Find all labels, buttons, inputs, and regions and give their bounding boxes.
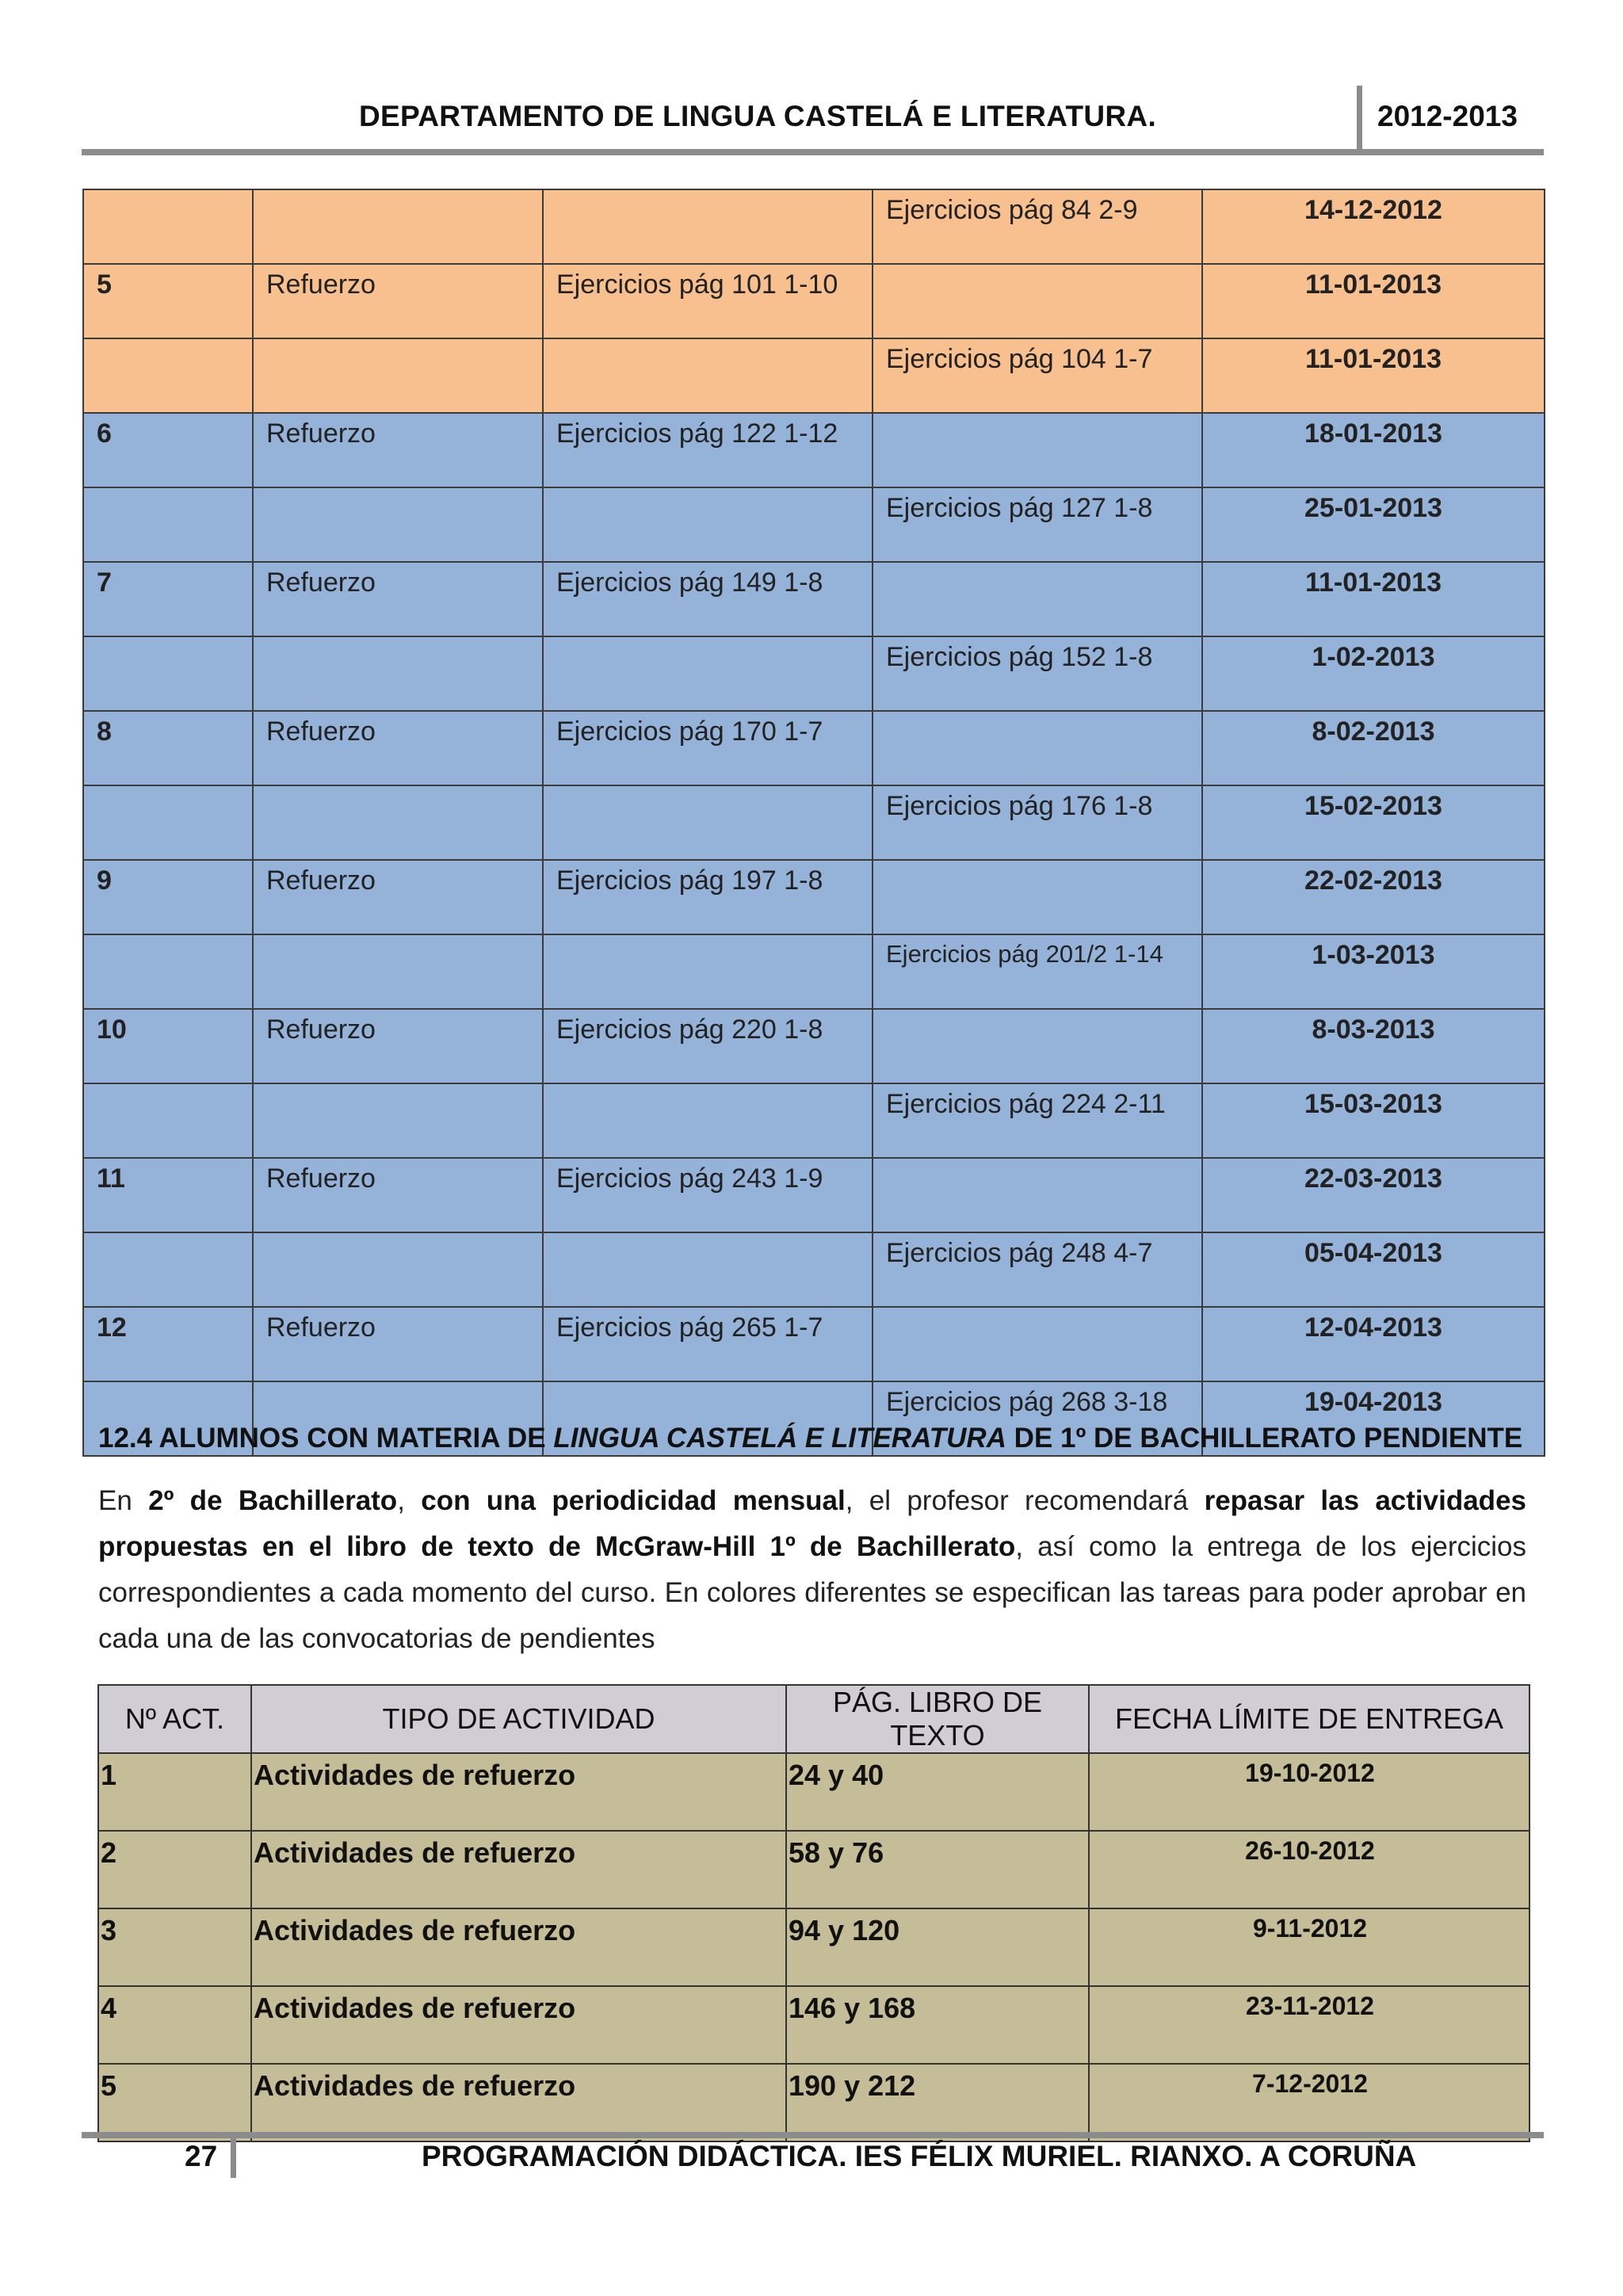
table-header-row [98, 1685, 1529, 1753]
cell-num: 3 [98, 1908, 251, 1986]
table-row [83, 785, 1545, 860]
cell-tipo: Actividades de refuerzo [251, 2064, 786, 2141]
cell-num: 8 [83, 711, 253, 785]
section-paragraph [98, 1478, 1526, 1662]
table-row [98, 2064, 1529, 2141]
paragraph-emphasis: 2º de Bachillerato [148, 1485, 398, 1516]
table-row [83, 1232, 1545, 1307]
cell-exercise-2: Ejercicios pág 152 1-8 [873, 636, 1202, 711]
table-row [83, 264, 1545, 338]
section-title-part: DE 1º DE BACHILLERATO PENDIENTE [1006, 1423, 1523, 1454]
cell-date: 05-04-2013 [1202, 1232, 1545, 1307]
cell-num: 1 [98, 1753, 251, 1831]
cell-date: 7-12-2012 [1089, 2064, 1529, 2141]
cell-num [83, 487, 253, 562]
cell-pages: 24 y 40 [786, 1753, 1089, 1831]
footer-text: PROGRAMACIÓN DIDÁCTICA. IES FÉLIX MURIEL. RIANXO. A CORUÑA [422, 2140, 1417, 2172]
cell-exercise-1: Ejercicios pág 265 1-7 [543, 1307, 873, 1381]
cell-exercise-1: Ejercicios pág 243 1-9 [543, 1158, 873, 1232]
cell-exercise-1 [543, 338, 873, 413]
cell-pages: 94 y 120 [786, 1908, 1089, 1986]
cell-exercise-2 [873, 860, 1202, 934]
cell-date: 22-03-2013 [1202, 1158, 1545, 1232]
cell-date: 25-01-2013 [1202, 487, 1545, 562]
table-row [83, 1083, 1545, 1158]
page-header [82, 86, 1544, 155]
cell-tipo: Actividades de refuerzo [251, 1908, 786, 1986]
cell-date: 26-10-2012 [1089, 1831, 1529, 1908]
cell-exercise-2 [873, 264, 1202, 338]
paragraph-text: , [397, 1485, 422, 1516]
department-title: DEPARTAMENTO DE LINGUA CASTELÁ E LITERATURA. [359, 100, 1157, 132]
cell-exercise-2 [873, 1307, 1202, 1381]
table-row [98, 1753, 1529, 1831]
cell-exercise-1: Ejercicios pág 122 1-12 [543, 413, 873, 487]
table-row [83, 562, 1545, 636]
table-row [98, 1831, 1529, 1908]
cell-tipo: Refuerzo [253, 562, 543, 636]
cell-date: 23-11-2012 [1089, 1986, 1529, 2064]
cell-date: 22-02-2013 [1202, 860, 1545, 934]
paragraph-text: , el profesor recomendará [845, 1485, 1205, 1516]
cell-exercise-2 [873, 1009, 1202, 1083]
cell-tipo [253, 1232, 543, 1307]
cell-date: 8-02-2013 [1202, 711, 1545, 785]
homework-schedule-body [83, 189, 1545, 1456]
cell-exercise-2: Ejercicios pág 248 4-7 [873, 1232, 1202, 1307]
table-row [98, 1986, 1529, 2064]
cell-num: 6 [83, 413, 253, 487]
cell-date: 1-03-2013 [1202, 934, 1545, 1009]
cell-exercise-2 [873, 711, 1202, 785]
table-row [83, 189, 1545, 264]
cell-tipo [253, 1083, 543, 1158]
paragraph-emphasis: repasar las actividades propuestas en el libro de texto de McGraw-Hill 1º de Bachillerato [98, 1485, 1526, 1562]
cell-tipo: Refuerzo [253, 264, 543, 338]
cell-exercise-2 [873, 1158, 1202, 1232]
cell-tipo: Actividades de refuerzo [251, 1986, 786, 2064]
cell-date: 19-04-2013 [1202, 1381, 1545, 1456]
page-number: 27 [185, 2140, 218, 2172]
cell-date: 15-02-2013 [1202, 785, 1545, 860]
paragraph-text: En [98, 1485, 149, 1516]
cell-num [83, 785, 253, 860]
table-row [83, 934, 1545, 1009]
header-separator [1357, 86, 1362, 149]
header-pag: PÁG. LIBRO DE TEXTO [786, 1685, 1089, 1753]
table-row [83, 487, 1545, 562]
cell-date: 18-01-2013 [1202, 413, 1545, 487]
header-fecha: FECHA LÍMITE DE ENTREGA [1089, 1685, 1529, 1753]
cell-num: 9 [83, 860, 253, 934]
section-title [98, 1423, 1522, 1454]
cell-pages: 146 y 168 [786, 1986, 1089, 2064]
cell-num [83, 1083, 253, 1158]
paragraph-emphasis: con una periodicidad mensual [421, 1485, 846, 1516]
cell-num: 5 [83, 264, 253, 338]
footer-separator [231, 2138, 236, 2178]
cell-exercise-2: Ejercicios pág 201/2 1-14 [873, 934, 1202, 1009]
school-year: 2012-2013 [1377, 100, 1518, 132]
cell-tipo: Refuerzo [253, 860, 543, 934]
table-row [83, 413, 1545, 487]
cell-date: 8-03-2013 [1202, 1009, 1545, 1083]
cell-exercise-2: Ejercicios pág 84 2-9 [873, 189, 1202, 264]
cell-tipo [253, 338, 543, 413]
pending-activities-table [97, 1684, 1530, 2142]
cell-num: 4 [98, 1986, 251, 2064]
cell-tipo [253, 189, 543, 264]
cell-exercise-1: Ejercicios pág 197 1-8 [543, 860, 873, 934]
cell-tipo: Refuerzo [253, 1009, 543, 1083]
cell-date: 12-04-2013 [1202, 1307, 1545, 1381]
cell-exercise-1 [543, 1232, 873, 1307]
cell-tipo: Refuerzo [253, 413, 543, 487]
cell-exercise-1 [543, 487, 873, 562]
cell-tipo: Refuerzo [253, 711, 543, 785]
cell-date: 9-11-2012 [1089, 1908, 1529, 1986]
cell-num [83, 338, 253, 413]
paragraph-text: , así como la entrega de los ejercicios correspondientes a cada momento del curso. En colores diferentes se especifican las tareas para poder aprobar en cada una de las convocatorias de pendientes [98, 1531, 1527, 1654]
cell-exercise-1 [543, 1083, 873, 1158]
cell-exercise-2: Ejercicios pág 176 1-8 [873, 785, 1202, 860]
pending-activities-body [98, 1753, 1529, 2141]
cell-exercise-2: Ejercicios pág 104 1-7 [873, 338, 1202, 413]
header-tipo: TIPO DE ACTIVIDAD [251, 1685, 786, 1753]
cell-exercise-2: Ejercicios pág 127 1-8 [873, 487, 1202, 562]
cell-date: 19-10-2012 [1089, 1753, 1529, 1831]
cell-exercise-2 [873, 413, 1202, 487]
cell-num: 5 [98, 2064, 251, 2141]
table-row [83, 860, 1545, 934]
cell-date: 1-02-2013 [1202, 636, 1545, 711]
cell-num [83, 1232, 253, 1307]
cell-num: 2 [98, 1831, 251, 1908]
cell-num [83, 934, 253, 1009]
cell-exercise-1: Ejercicios pág 220 1-8 [543, 1009, 873, 1083]
cell-date: 15-03-2013 [1202, 1083, 1545, 1158]
cell-pages: 58 y 76 [786, 1831, 1089, 1908]
cell-pages: 190 y 212 [786, 2064, 1089, 2141]
section-title-part: 12.4 ALUMNOS CON MATERIA DE [98, 1423, 554, 1454]
cell-num: 12 [83, 1307, 253, 1381]
cell-tipo [253, 934, 543, 1009]
cell-num [83, 189, 253, 264]
cell-exercise-1: Ejercicios pág 149 1-8 [543, 562, 873, 636]
cell-exercise-2: Ejercicios pág 268 3-18 [873, 1381, 1202, 1456]
cell-exercise-1 [543, 785, 873, 860]
cell-date: 11-01-2013 [1202, 338, 1545, 413]
cell-exercise-2 [873, 562, 1202, 636]
homework-schedule-table [82, 189, 1545, 1457]
cell-exercise-1 [543, 636, 873, 711]
cell-exercise-1 [543, 189, 873, 264]
table-row [98, 1908, 1529, 1986]
table-row [83, 1158, 1545, 1232]
cell-exercise-1: Ejercicios pág 101 1-10 [543, 264, 873, 338]
cell-num [83, 636, 253, 711]
cell-tipo: Actividades de refuerzo [251, 1753, 786, 1831]
section-title-subject: LINGUA CASTELÁ E LITERATURA [553, 1423, 1006, 1454]
cell-date: 11-01-2013 [1202, 562, 1545, 636]
table-row [83, 1009, 1545, 1083]
footer-rule [82, 2132, 1544, 2138]
cell-num: 10 [83, 1009, 253, 1083]
cell-exercise-1: Ejercicios pág 170 1-7 [543, 711, 873, 785]
cell-date: 11-01-2013 [1202, 264, 1545, 338]
cell-exercise-2: Ejercicios pág 224 2-11 [873, 1083, 1202, 1158]
cell-tipo [253, 636, 543, 711]
cell-tipo: Actividades de refuerzo [251, 1831, 786, 1908]
cell-tipo [253, 487, 543, 562]
table-row [83, 636, 1545, 711]
cell-tipo [253, 785, 543, 860]
table-row [83, 711, 1545, 785]
cell-date: 14-12-2012 [1202, 189, 1545, 264]
cell-num: 11 [83, 1158, 253, 1232]
cell-num: 7 [83, 562, 253, 636]
cell-exercise-1 [543, 934, 873, 1009]
table-row [83, 1307, 1545, 1381]
table-row [83, 338, 1545, 413]
header-num: Nº ACT. [98, 1685, 251, 1753]
cell-tipo: Refuerzo [253, 1307, 543, 1381]
cell-tipo: Refuerzo [253, 1158, 543, 1232]
